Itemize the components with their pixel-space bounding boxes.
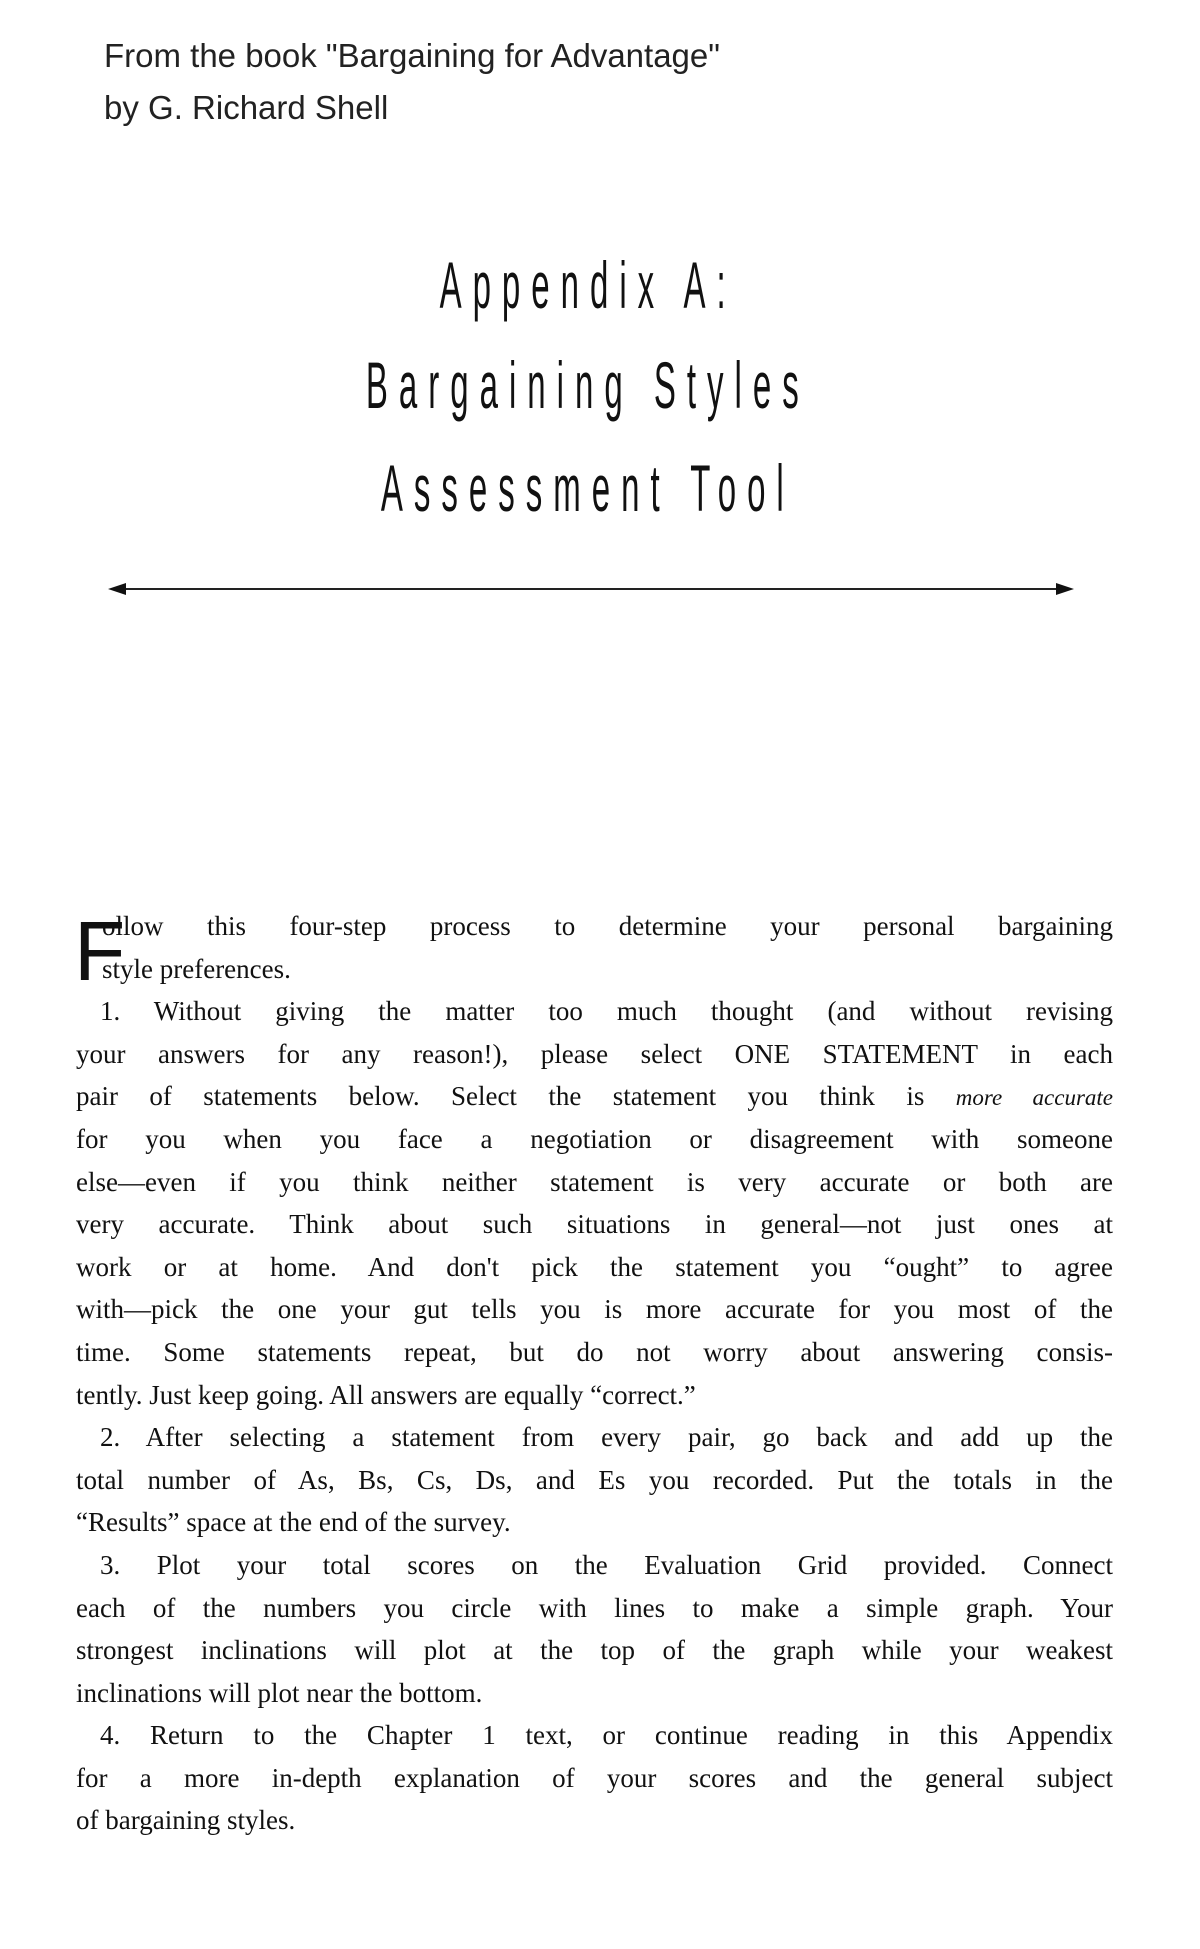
text-line: for you when you face a negotiation or disagreement with someone bbox=[76, 1123, 1113, 1154]
text-fragment: pair of statements below. Select the statement you think is bbox=[76, 1081, 925, 1112]
text-line: 4. Return to the Chapter 1 text, or continue reading in this Appendix bbox=[100, 1720, 1113, 1751]
source-line: From the book "Bargaining for Advantage" bbox=[104, 37, 720, 74]
text-line bbox=[76, 1075, 1113, 1118]
instructions-body bbox=[76, 905, 1113, 1842]
text-line: 3. Plot your total scores on the Evaluation Grid provided. Connect bbox=[100, 1549, 1113, 1580]
text-line: your answers for any reason!), please select ONE STATEMENT in each bbox=[76, 1038, 1113, 1069]
title-line-2 bbox=[0, 348, 1176, 422]
text-line: for a more in-depth explanation of your scores and the general subject bbox=[76, 1762, 1113, 1793]
text-line: very accurate. Think about such situations in general—not just ones at bbox=[76, 1209, 1113, 1240]
author-line: by G. Richard Shell bbox=[104, 89, 389, 126]
text-line: “Results” space at the end of the survey. bbox=[76, 1507, 511, 1538]
text-line: ollow this four-step process to determine your personal bargaining bbox=[102, 911, 1113, 941]
text-line: total number of As, Bs, Cs, Ds, and Es you recorded. Put the totals in the bbox=[76, 1464, 1113, 1495]
title-line-1 bbox=[0, 248, 1176, 322]
title-text: Appendix A: bbox=[439, 248, 737, 322]
text-line: with—pick the one your gut tells you is more accurate for you most of the bbox=[76, 1294, 1113, 1325]
arrow-right-icon bbox=[1056, 583, 1074, 595]
text-line: style preferences. bbox=[102, 953, 291, 984]
text-line: 1. Without giving the matter too much thought (and without revising bbox=[100, 996, 1113, 1027]
text-line: inclinations will plot near the bottom. bbox=[76, 1677, 483, 1708]
title-text: Assessment Tool bbox=[381, 451, 795, 525]
decorative-arrow-rule bbox=[112, 588, 1070, 590]
text-line: each of the numbers you circle with lines to make a simple graph. Your bbox=[76, 1592, 1113, 1623]
text-line: of bargaining styles. bbox=[76, 1805, 296, 1836]
text-line: time. Some statements repeat, but do not worry about answering consis- bbox=[76, 1336, 1113, 1367]
arrow-left-icon bbox=[108, 583, 126, 595]
drop-cap: F bbox=[74, 904, 126, 998]
text-line: 2. After selecting a statement from every pair, go back and add up the bbox=[100, 1422, 1113, 1453]
text-line: else—even if you think neither statement is very accurate or both are bbox=[76, 1166, 1113, 1197]
text-line: tently. Just keep going. All answers are equally “correct.” bbox=[76, 1379, 696, 1410]
title-text: Bargaining Styles bbox=[366, 348, 810, 422]
text-line: work or at home. And don't pick the statement you “ought” to agree bbox=[76, 1251, 1113, 1282]
emphasis-text: more accurate bbox=[955, 1085, 1114, 1111]
title-line-3 bbox=[0, 451, 1176, 525]
text-line: strongest inclinations will plot at the top of the graph while your weakest bbox=[76, 1635, 1113, 1666]
